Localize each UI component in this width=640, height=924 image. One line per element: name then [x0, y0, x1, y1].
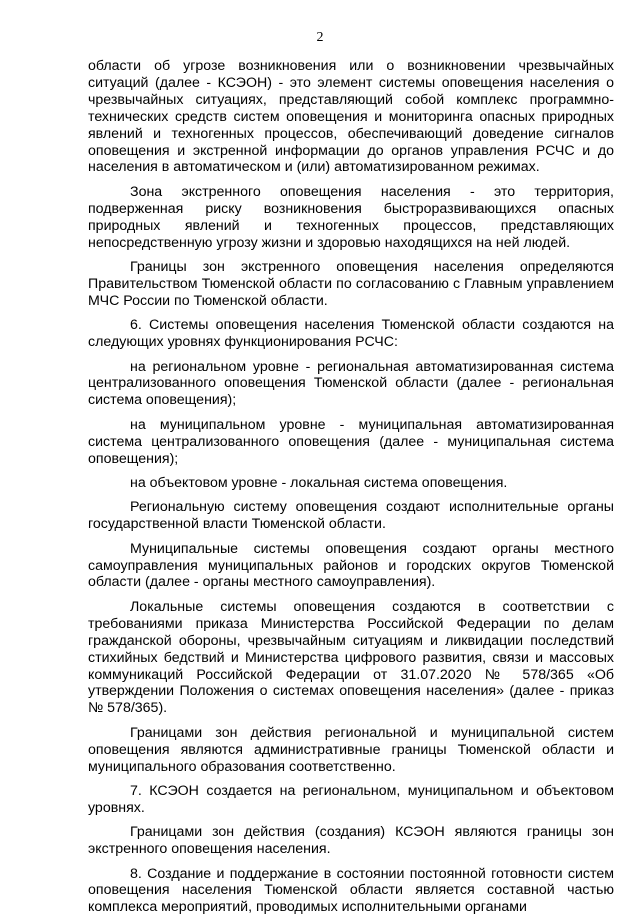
paragraph-section-6: 6. Системы оповещения населения Тюменской области создаются на следующих уровнях функционирования РСЧС: [88, 317, 614, 351]
paragraph-system-borders: Границами зон действия региональной и муниципальной систем оповещения являются административные границы Тюменской области и муниципального образования соответственно. [88, 724, 614, 775]
paragraph-municipal-systems: Муниципальные системы оповещения создают органы местного самоуправления муниципальных районов и городских округов Тюменской области (далее - органы местного самоуправления). [88, 540, 614, 591]
paragraph-regional-system: Региональную систему оповещения создают исполнительные органы государственной власти Тюменской области. [88, 499, 614, 533]
paragraph-object-level: на объектовом уровне - локальная система оповещения. [130, 474, 508, 491]
paragraph-section-7: 7. КСЭОН создается на региональном, муниципальном и объектовом уровнях. [88, 782, 614, 816]
paragraph-local-systems: Локальные системы оповещения создаются в соответствии с требованиями приказа Министерства Российской Федерации по делам гражданской обороны, чрезвычайным ситуациям и ликвидации последствий стихийных бедствий и Министерства цифрового развития, связи и массовых коммуникаций Российской Федерации от 31.07.2020 № 578/365 «Об утверждении Положения о системах оповещения населения» (далее - приказ № 578/365). [88, 598, 614, 717]
paragraph-regional-level: на региональном уровне - региональная автоматизированная система централизованного оповещения Тюменской области (далее - региональная система оповещения); [88, 358, 614, 409]
paragraph-section-8: 8. Создание и поддержание в состоянии постоянной готовности систем оповещения населения Тюменской области является составной частью комплекса мероприятий, проводимых исполнительными органами [88, 865, 614, 916]
paragraph-municipal-level: на муниципальном уровне - муниципальная автоматизированная система централизованного оповещения (далее - муниципальная система оповещения); [88, 416, 614, 467]
document-body [88, 58, 614, 924]
page-number: 2 [316, 30, 324, 45]
paragraph-emergency-zone: Зона экстренного оповещения населения - это территория, подверженная риску возникновения быстроразвивающихся опасных природных явлений и техногенных процессов, представляющих непосредственную угрозу жизни и здоровью находящихся на ней людей. [88, 183, 614, 251]
paragraph-zone-borders: Границы зон экстренного оповещения населения определяются Правительством Тюменской области по согласованию с Главным управлением МЧС России по Тюменской области. [88, 258, 614, 309]
paragraph-ksyeon-definition: области об угрозе возникновения или о возникновении чрезвычайных ситуаций (далее - КСЭОН) - это элемент системы оповещения населения о чрезвычайных ситуациях, представляющий собой комплекс программно-технических средств систем оповещения и мониторинга опасных природных явлений и техногенных процессов, обеспечивающий доведение сигналов оповещения и экстренной информации до органов управления РСЧС и до населения в автоматическом и (или) автоматизированном режимах. [88, 58, 614, 176]
paragraph-ksyeon-borders: Границами зон действия (создания) КСЭОН являются границы зон экстренного оповещения населения. [88, 824, 614, 858]
